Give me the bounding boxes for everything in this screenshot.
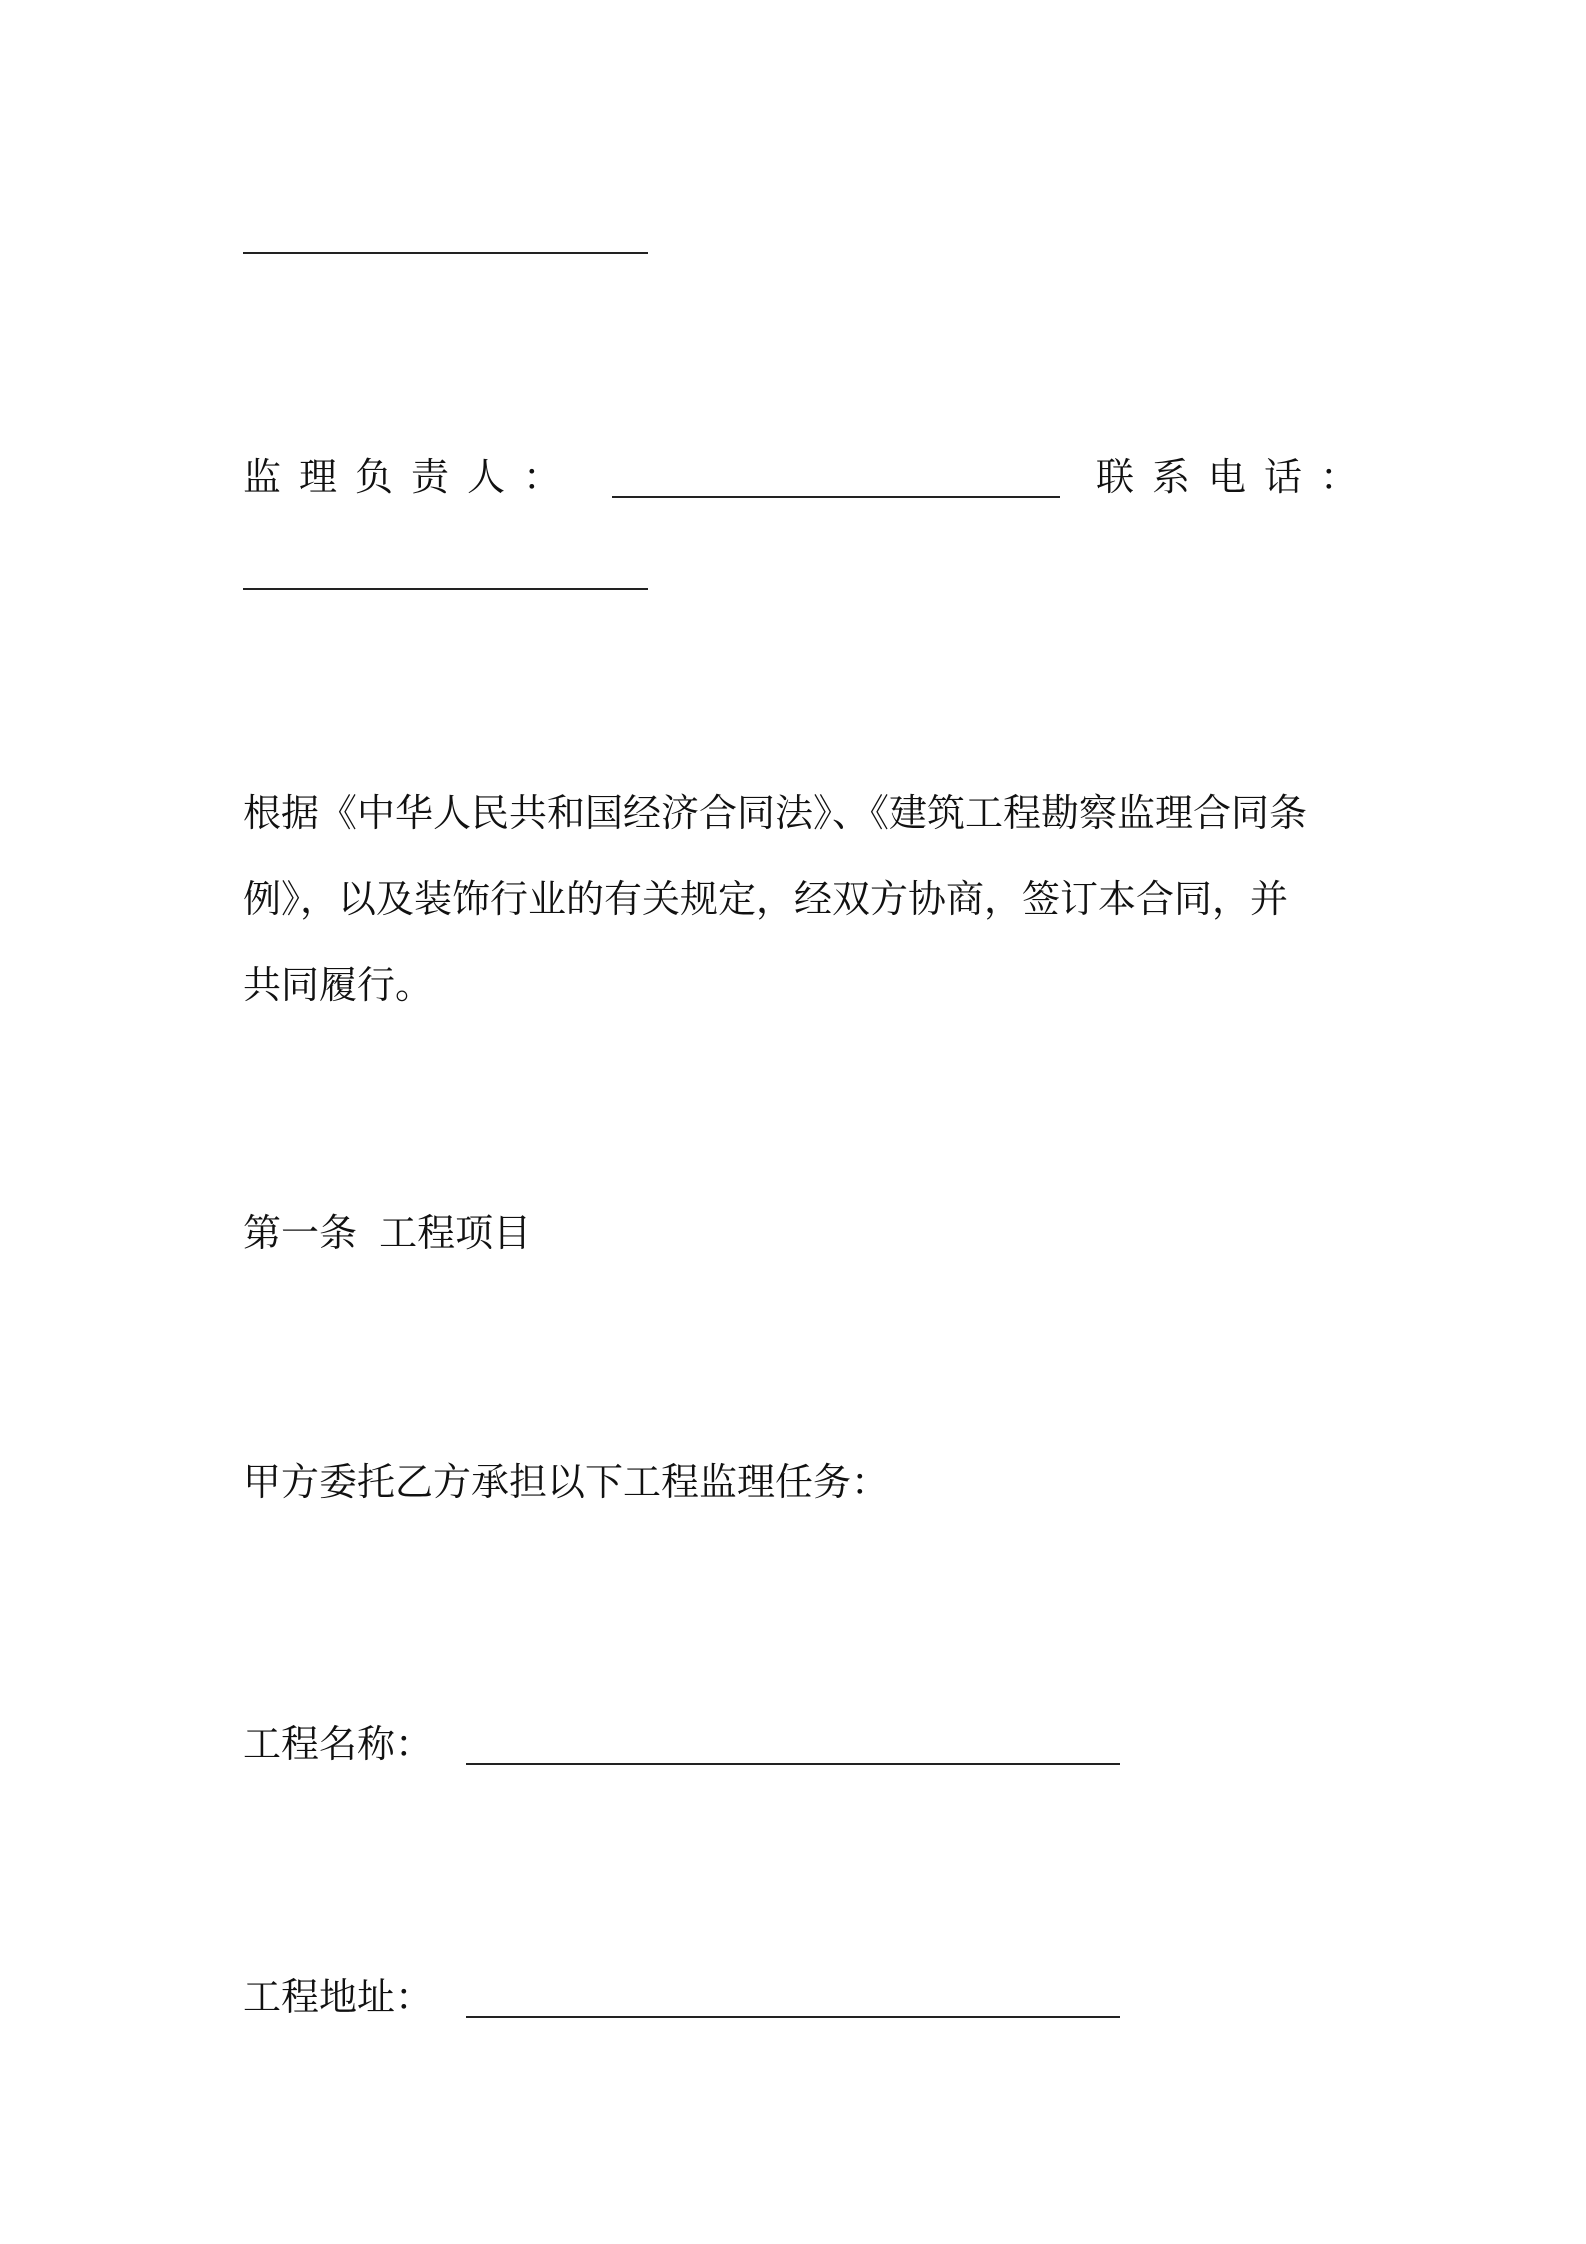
- article-1-heading: 第一条 工程项目: [243, 1211, 532, 1255]
- intro-line-2: 例》，以及装饰行业的有关规定，经双方协商，签订本合同，并: [243, 877, 1289, 921]
- intro-paragraph: [243, 770, 1363, 1028]
- intro-line-3: 共同履行。: [243, 963, 434, 1007]
- supervisor-phone-label: 联系电话：: [1096, 455, 1377, 499]
- supervisor-leader-label: 监理负责人：: [243, 455, 580, 499]
- supervisor-leader-blank: [612, 496, 1060, 498]
- project-name-blank: [466, 1763, 1120, 1765]
- top-blank-line: [243, 252, 648, 254]
- article-1-statement: 甲方委托乙方承担以下工程监理任务：: [243, 1460, 890, 1504]
- project-name-label: 工程名称：: [243, 1722, 434, 1766]
- intro-line-1: 根据《中华人民共和国经济合同法》、《建筑工程勘察监理合同条: [243, 791, 1308, 835]
- project-address-label: 工程地址：: [243, 1975, 434, 2019]
- supervisor-phone-blank: [243, 588, 648, 590]
- project-address-blank: [466, 2016, 1120, 2018]
